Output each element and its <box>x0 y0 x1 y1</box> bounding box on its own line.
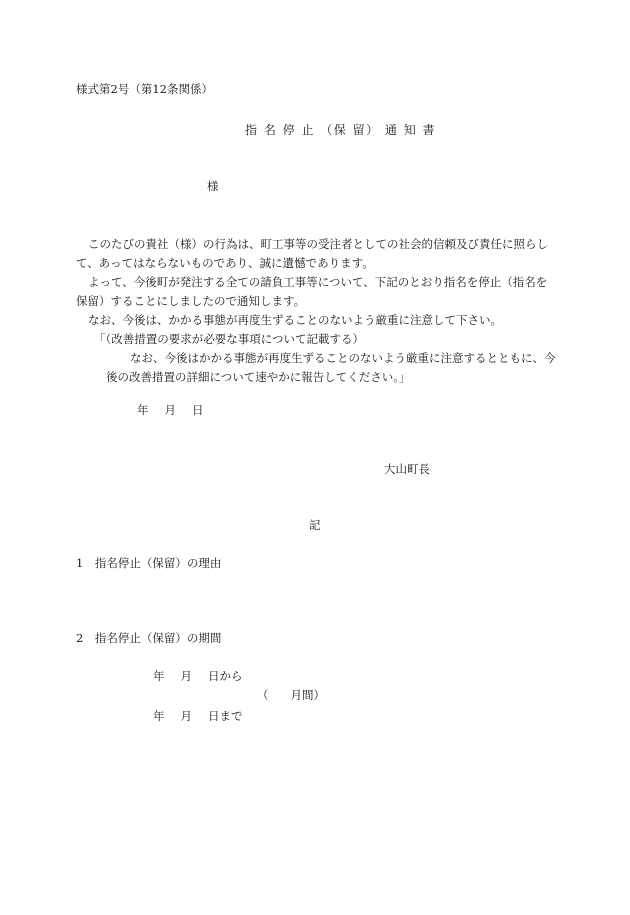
notice-body <box>76 235 556 387</box>
date-year: 年 <box>137 403 149 417</box>
ki-heading: 記 <box>309 518 321 532</box>
addressee-suffix: 様 <box>207 179 219 193</box>
from-day: 日から <box>208 669 243 683</box>
from-year: 年 <box>153 669 165 683</box>
until-day: 日まで <box>208 709 243 723</box>
date-line <box>137 405 204 417</box>
quote-header: 「（改善措置の要求が必要な事項について記載する） <box>94 332 365 346</box>
date-month: 月 <box>164 403 176 417</box>
period-from <box>153 671 243 683</box>
issuer-name: 大山町長 <box>384 462 430 476</box>
from-month: 月 <box>180 669 192 683</box>
item-1-reason: 1 指名停止（保留）の理由 <box>76 556 222 570</box>
months-open-paren: （ <box>257 688 269 702</box>
body-paragraph-1: このたびの貴社（様）の行為は、町工事等の受注者としての社会的信頼及び責任に照らして、あってはならないものであり、誠に遺憾であります。 <box>76 237 548 270</box>
document-title: 指 名 停 止 （保 留） 通 知 書 <box>245 123 437 137</box>
months-label: 月間） <box>290 688 325 702</box>
date-day: 日 <box>192 403 204 417</box>
until-year: 年 <box>153 709 165 723</box>
period-until <box>153 711 243 723</box>
form-number: 様式第2号（第12条関係） <box>76 82 213 96</box>
body-paragraph-3: なお、今後は、かかる事態が再度生ずることのないよう厳重に注意して下さい。 <box>88 313 502 327</box>
item-2-period: 2 指名停止（保留）の期間 <box>76 631 222 645</box>
period-months <box>257 690 325 702</box>
body-paragraph-2: よって、今後町が発注する全ての請負工事等について、下記のとおり指名を停止（指名を保留）することにしましたので通知します。 <box>76 275 548 308</box>
until-month: 月 <box>180 709 192 723</box>
quote-body: なお、今後はかかる事態が再度生ずることのないよう厳重に注意するとともに、今後の改善措置の詳細について速やかに報告してください。」 <box>106 351 556 384</box>
